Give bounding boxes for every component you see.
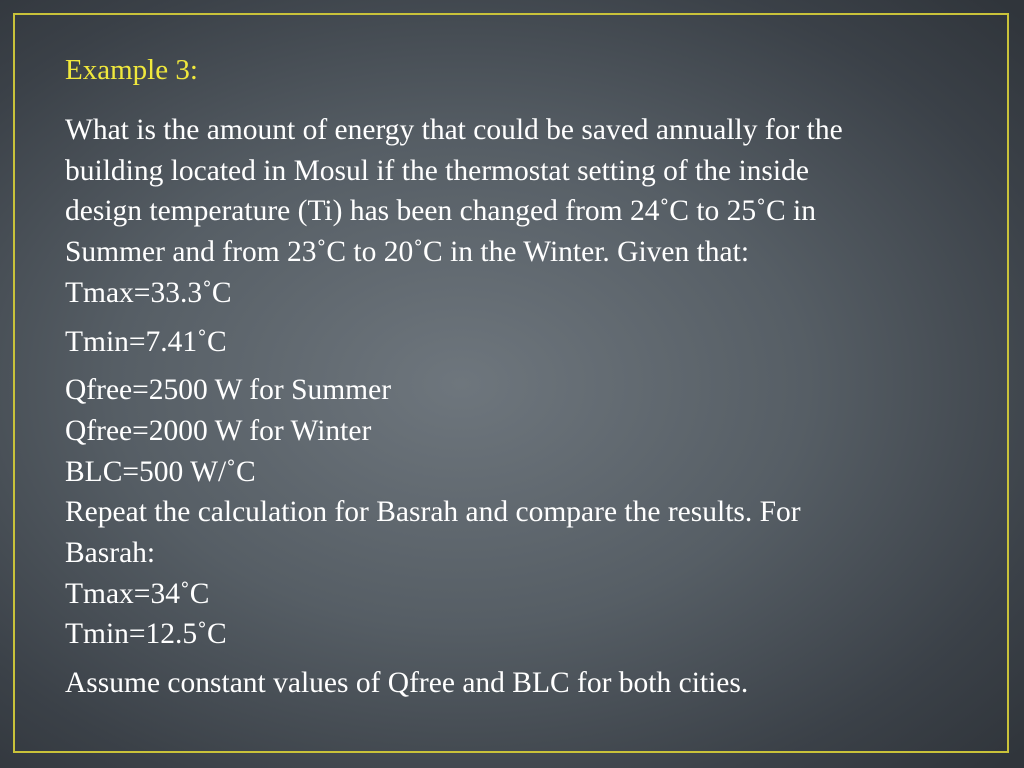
body-line: What is the amount of energy that could be saved annually for the bbox=[65, 114, 843, 146]
slide-body bbox=[65, 110, 985, 704]
given-values-paragraph bbox=[65, 370, 985, 655]
slide-title: Example 3: bbox=[65, 54, 198, 86]
body-line: Qfree=2500 W for Summer bbox=[65, 374, 392, 407]
body-line: Qfree=2000 W for Winter bbox=[65, 414, 372, 447]
body-line: Tmin=12.5˚C bbox=[65, 618, 227, 651]
assumption-paragraph bbox=[65, 663, 985, 704]
body-line: Basrah: bbox=[65, 537, 156, 570]
tmin-mosul-paragraph bbox=[65, 322, 985, 363]
body-line: Tmax=33.3˚C bbox=[65, 276, 232, 309]
problem-statement-paragraph bbox=[65, 110, 985, 314]
body-line: design temperature (Ti) has been changed from 24˚C to 25˚C in bbox=[65, 195, 816, 228]
body-line: Tmax=34˚C bbox=[65, 577, 210, 610]
body-line: Summer and from 23˚C to 20˚C in the Winter. Given that: bbox=[65, 236, 750, 269]
body-line: Repeat the calculation for Basrah and compare the results. For bbox=[65, 496, 801, 529]
body-line: building located in Mosul if the thermostat setting of the inside bbox=[65, 154, 809, 187]
body-line: Assume constant values of Qfree and BLC for both cities. bbox=[65, 667, 749, 700]
body-line: Tmin=7.41˚C bbox=[65, 325, 227, 358]
body-line: BLC=500 W/˚C bbox=[65, 455, 256, 488]
